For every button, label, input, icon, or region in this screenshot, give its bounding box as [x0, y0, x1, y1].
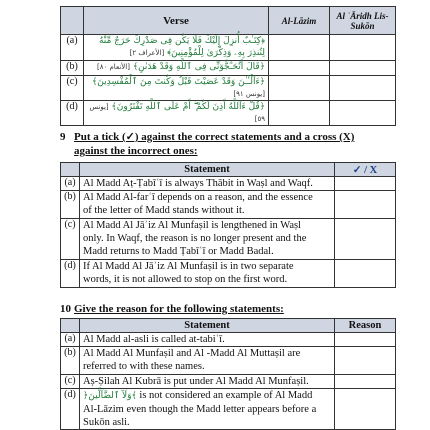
- statement-line: of the letter of Madd stands without it.: [83, 205, 245, 216]
- row-label: (a): [61, 177, 80, 191]
- table-row: [61, 347, 396, 375]
- reason-header: Reason: [335, 319, 396, 333]
- statement-line: Al Madd Al Jāʾiz Al Munfaṣil is lengthened in Waṣl: [83, 220, 301, 231]
- lazim-answer-cell[interactable]: [269, 76, 330, 101]
- statement-cell: [80, 347, 335, 375]
- aridh-answer-cell[interactable]: [330, 101, 396, 126]
- row-label: (b): [61, 347, 80, 375]
- statement-header: Statement: [80, 319, 335, 333]
- aridh-answer-cell[interactable]: [330, 61, 396, 76]
- row-label: (b): [61, 191, 80, 219]
- question-number: 9: [60, 131, 66, 143]
- statement-table-10: [60, 318, 396, 430]
- table-corner: [61, 319, 80, 333]
- aridh-answer-cell[interactable]: [330, 35, 396, 61]
- statement-line: only. In Waqf, the reason is no longer present and the: [83, 233, 307, 244]
- verse-cell: [84, 61, 269, 76]
- table-row: [61, 101, 396, 126]
- reason-cell[interactable]: [335, 333, 396, 347]
- verse-text: ﴿قُلْ ءَآللَّهُ أَذِنَ لَكُمْ ۖ أَمْ عَلَى ٱللَّهِ تَفْتَرُونَ﴾: [111, 102, 265, 112]
- statement-line: Al-Lāzim even though the Madd letter appears before a: [83, 404, 317, 415]
- verse-table-corner: [61, 7, 84, 35]
- table-corner: [61, 163, 80, 177]
- row-label: (d): [61, 101, 84, 126]
- table-row: [61, 260, 396, 288]
- statement-line: Al Madd Al-farʿī depends on a reason, and the essence: [83, 192, 313, 203]
- reason-cell[interactable]: [335, 347, 396, 375]
- question-10-title: [60, 302, 400, 316]
- row-label: (b): [61, 61, 84, 76]
- verse-inline: ﴿وَلَآ ٱلضَّآلِّينَ﴾: [83, 391, 137, 401]
- table-row: [61, 191, 396, 219]
- question-line: Give the reason for the following statements:: [74, 303, 284, 315]
- lazim-header: Al-Lāzim: [269, 7, 330, 35]
- statement-line: Sukōn asli.: [83, 417, 130, 428]
- question-line: Put a tick (✓) against the correct statements and a cross (X): [74, 131, 355, 143]
- statement-line: referred to with these names.: [83, 361, 205, 372]
- statement-cell: [80, 260, 335, 288]
- table-row: [61, 333, 396, 347]
- verse-header: Verse: [84, 7, 269, 35]
- lazim-answer-cell[interactable]: [269, 61, 330, 76]
- reason-cell[interactable]: [335, 375, 396, 389]
- verse-table: [60, 6, 396, 126]
- lazim-answer-cell[interactable]: [269, 35, 330, 61]
- statement-cell: [80, 389, 335, 430]
- tick-cross-header: ✓ / X: [335, 163, 396, 177]
- table-row: [61, 219, 396, 260]
- statement-line: Madd returns to Madd Ṭabīʿī or Madd Badal.: [83, 246, 274, 257]
- aridh-header: Al ʿĀridh Lis-Sukōn: [330, 7, 396, 35]
- question-number: 10: [60, 303, 71, 315]
- statement-cell: [80, 333, 335, 347]
- statement-line: is not considered an example of Al Madd: [139, 390, 313, 401]
- table-row: [61, 76, 396, 101]
- statement-line: Al Madd Al Munfaṣil and Al -Madd Al Muttaṣil are: [83, 348, 301, 359]
- verse-ref: [الأعراف ٢]: [129, 49, 165, 57]
- statement-line: words, it is not allowed to stop on the first word.: [83, 274, 288, 285]
- row-label: (d): [61, 389, 80, 430]
- statement-cell: [80, 191, 335, 219]
- table-row: [61, 177, 396, 191]
- statement-cell: [80, 177, 335, 191]
- verse-ref: [يونس ٩١]: [233, 90, 265, 98]
- row-label: (c): [61, 76, 84, 101]
- verse-text: ﴿كِتَـٰبٌ أُنزِلَ إِلَيْكَ فَلَا يَكُن فِى صَدْرِكَ حَرَجٌ مِّنْهُ لِتُنذِرَ بِهِۦ وَذِكْرَىٰ لِلْمُؤْمِنِينَ﴾: [98, 36, 265, 58]
- verse-text: ﴿قَالَ أَتُحَـٰٓجُّوٓنِّى فِى ٱللَّهِ وَقَدْ هَدَىٰنِ﴾: [132, 62, 265, 72]
- statement-line: Al Madd al-asli is called at-tabiʿī.: [83, 334, 225, 345]
- statement-line: Al Madd Aṭ-Ṭabīʿī is always Thābit in Waṣl and Waqf.: [83, 178, 313, 189]
- table-row: [61, 61, 396, 76]
- verse-ref: [الأنعام ٨٠]: [96, 63, 130, 71]
- row-label: (a): [61, 333, 80, 347]
- aridh-answer-cell[interactable]: [330, 76, 396, 101]
- verse-cell: [84, 35, 269, 61]
- answer-cell[interactable]: [335, 219, 396, 260]
- answer-cell[interactable]: [335, 191, 396, 219]
- reason-cell[interactable]: [335, 389, 396, 430]
- statement-cell: [80, 219, 335, 260]
- table-row: [61, 35, 396, 61]
- row-label: (d): [61, 260, 80, 288]
- question-9-title: [60, 130, 400, 158]
- verse-text: ﴿ءَآلْـَٔـٰنَ وَقَدْ عَصَيْتَ قَبْلُ وَكُنتَ مِنَ ٱلْمُفْسِدِينَ﴾: [92, 77, 265, 87]
- row-label: (c): [61, 375, 80, 389]
- answer-cell[interactable]: [335, 260, 396, 288]
- statement-header: Statement: [80, 163, 335, 177]
- statement-cell: [80, 375, 335, 389]
- statement-line: Aṣ-Ṣilah Al Kubrā is put under Al Madd Al Munfaṣil.: [83, 376, 309, 387]
- statement-table-9: [60, 162, 396, 288]
- lazim-answer-cell[interactable]: [269, 101, 330, 126]
- table-row: [61, 389, 396, 430]
- verse-cell: [84, 101, 269, 126]
- row-label: (c): [61, 219, 80, 260]
- answer-cell[interactable]: [335, 177, 396, 191]
- statement-line: If Al Madd Al Jāʾiz Al Munfaṣil is in two separate: [83, 261, 294, 272]
- row-label: (a): [61, 35, 84, 61]
- verse-cell: [84, 76, 269, 101]
- table-row: [61, 375, 396, 389]
- verse-ref: [يونس ٥٩]: [89, 103, 265, 123]
- question-line: against the incorrect ones:: [74, 145, 198, 157]
